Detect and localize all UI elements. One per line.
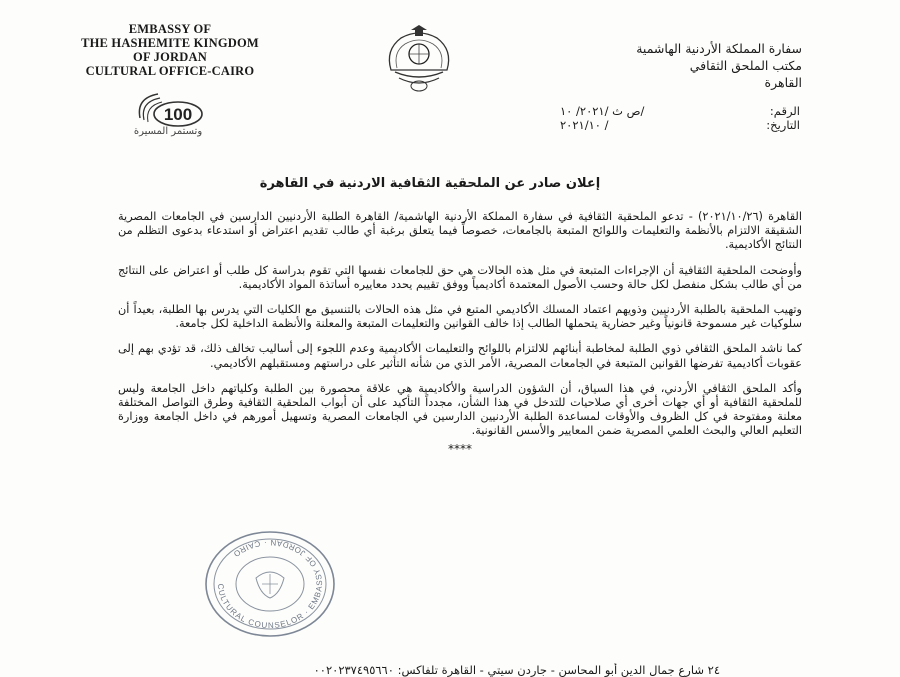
english-header (50, 22, 290, 78)
logo-number: 100 (163, 105, 193, 124)
stamp-text: CULTURAL COUNSELOR · EMBASSY OF JORDAN · CAIRO (215, 537, 325, 631)
english-header-line-2: THE HASHEMITE KINGDOM (81, 36, 259, 50)
paragraph-2: وأوضحت الملحقية الثقافية أن الإجراءات المتبعة في مثل هذه الحالات هي حق للجامعات نفسها التي تقوم بدراسة كل طلب أو اعتراض على النتائج من أي طالب بشكل منفصل لكل حالة وحسب الأصول المعتمدة أكاديمياً ووفق تقييم يحدد معاييره أساتذة المواد الأكاديمية. (118, 263, 802, 291)
arabic-header-line-3: القاهرة (764, 75, 802, 90)
english-header-line-4: CULTURAL OFFICE-CAIRO (85, 64, 255, 78)
official-stamp-icon (200, 528, 340, 640)
english-header-line-3: OF JORDAN (133, 50, 207, 64)
english-header-line-1: EMBASSY OF (128, 22, 212, 36)
announcement-body (118, 210, 802, 456)
paragraph-4: كما ناشد الملحق الثقافي ذوي الطلبة لمخاطبة أبنائهم للالتزام باللوائح والتعليمات الأكاديمية وعدم اللجوء إلى أساليب تخالف ذلك، قد تؤدي بهم إلى عقوبات أكاديمية تفرضها القوانين المتبعة في الجامعات المصرية، الأمر الذي من شأنه التأثير على دراستهم ومستقبلهم الأكاديمي. (118, 342, 802, 370)
arabic-header-line-1: سفارة المملكة الأردنية الهاشمية (636, 41, 802, 56)
paragraph-3: وتهيب الملحقية بالطلبة الأردنيين وذويهم اعتماد المسلك الأكاديمي المتبع في مثل هذه الحالات بالتنسيق مع الكليات التي يدرس بها الطلبة، بعيداً أن سلوكيات غير مسموحة قانونياً وغير حضارية يتحملها الطالب إذا خالف القوانين والتعليمات المتبعة والمعلنة والأنظمة الداخلية لكل جامعة. (118, 303, 802, 331)
date-value: / ٢٠٢١/١٠ (560, 118, 609, 132)
arabic-header (542, 40, 802, 91)
reference-number-label: الرقم: (769, 104, 800, 118)
footer-address: ٢٤ شارع جمال الدين أبو المحاسن - جاردن سيتي - القاهرة تلفاكس: ٠٠٢٠٢٣٧٤٩٥٦٦٠ (313, 663, 720, 677)
arabic-header-line-2: مكتب الملحق الثقافي (689, 58, 802, 73)
date-label: التاريخ: (766, 118, 800, 132)
reference-block (560, 104, 800, 132)
end-marker: **** (448, 441, 472, 456)
reference-number-value: /ص ث /٢٠٢١/ ١٠ (560, 104, 645, 118)
paragraph-5: وأكد الملحق الثقافي الأردني، في هذا السياق، أن الشؤون الدراسية والأكاديمية هي علاقة محصورة بين الطلبة وكلياتهم داخل الجامعة وليس للملحقية الثقافية أو أي جهات أخرى أي صلاحيات للتدخل في هذا الشأن، مجدداً التأكيد على أن أبواب الملحقية الثقافية وطرق التواصل المختلفة معلنة ومفتوحة في كل الظروف والأوقات لمساعدة الطلبة الأردنيين الدارسين في الجامعات المصرية وتسهيل أمورهم في داخل الجامعة ووزارة التعليم العالي والبحث العلمي المصرية ضمن المعايير والأسس القانونية. (118, 381, 802, 438)
logo-caption: وتستمر المسيرة (133, 126, 203, 137)
announcement-title: إعلان صادر عن الملحقية الثقافية الاردنية في القاهرة (259, 176, 601, 191)
paragraph-1: القاهرة (٢٠٢١/١٠/٢٦) - تدعو الملحقية الثقافية في سفارة المملكة الأردنية الهاشمية/ القاهرة الطلبة الأردنيين الدارسين في الجامعات المصرية الشقيقة الالتزام بالأنظمة والتعليمات واللوائح المتبعة بالجامعات، خصوصاً فيما يتعلق برغبة أي طالب تقديم اعتراض أو استدعاء بدعوى التظلم من النتائج الأكاديمية. (118, 210, 802, 252)
coat-of-arms-icon (377, 24, 461, 96)
